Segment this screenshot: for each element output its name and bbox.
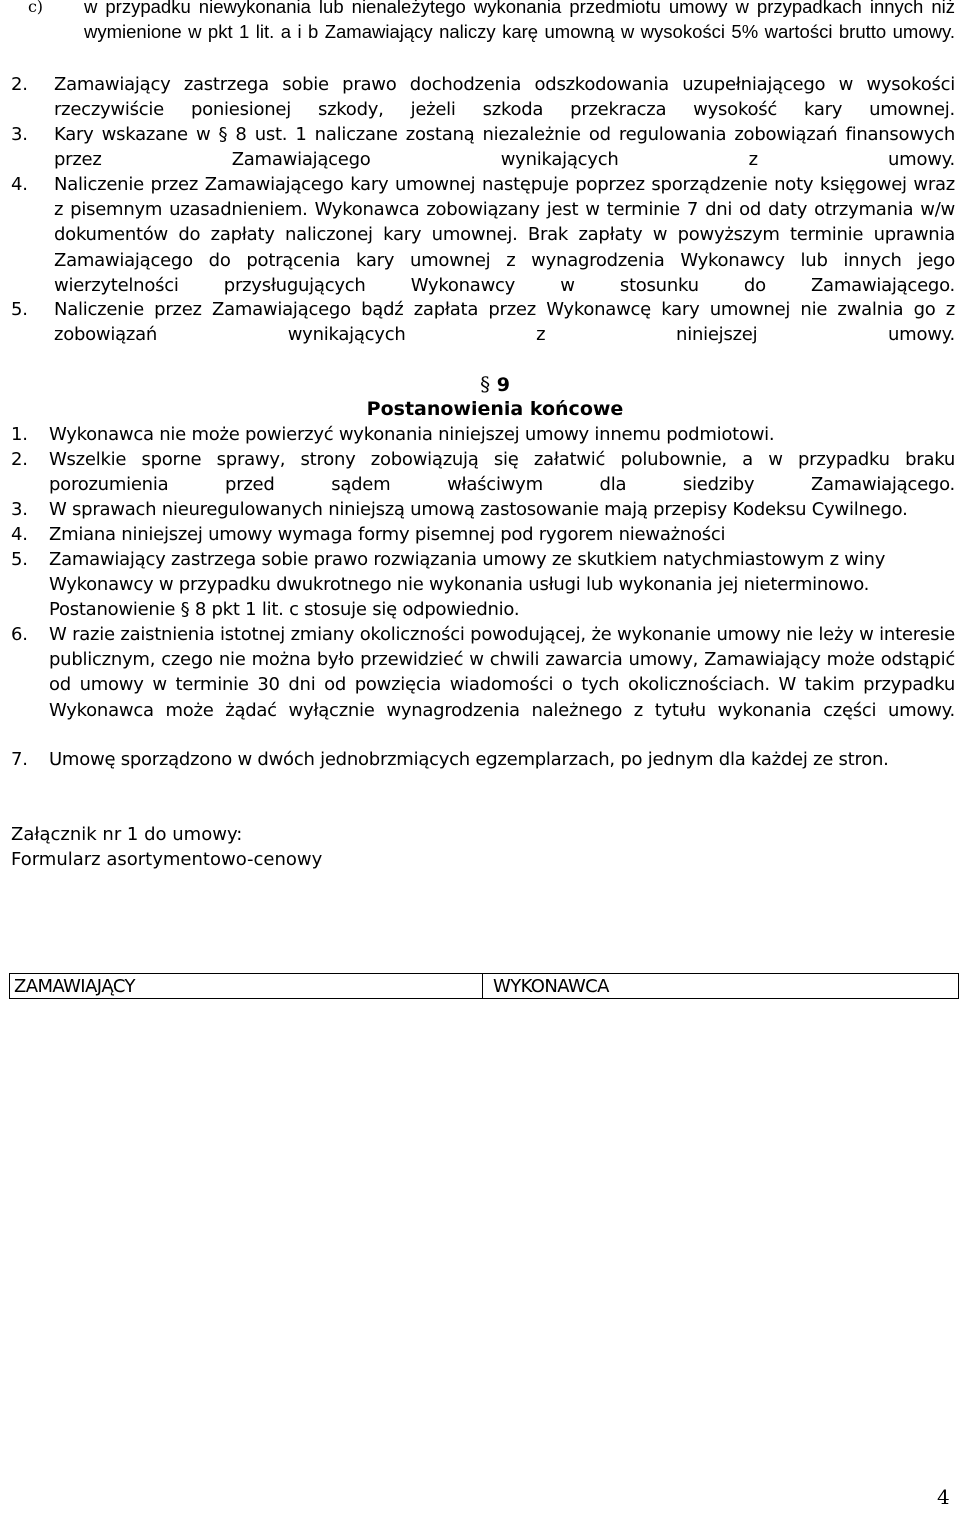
section9-item-7 bbox=[11, 747, 955, 772]
item-text: Zamawiający zastrzega sobie prawo dochodzenia odszkodowania uzupełniającego w wysokości rzeczywiście poniesionej szkody, jeżeli szkoda przekracza wysokość kary umownej. bbox=[54, 74, 955, 121]
item-number: 1. bbox=[11, 424, 28, 445]
item-number: 3. bbox=[11, 124, 28, 145]
clause8-item-c bbox=[11, 0, 955, 70]
annex-subtitle: Formularz asortymentowo-cenowy bbox=[11, 849, 323, 870]
item-text: Wszelkie sporne sprawy, strony zobowiązują się załatwić polubownie, a w przypadku braku porozumienia przed sądem właściwym dla siedziby Zamawiającego. bbox=[49, 449, 955, 496]
item-number: 2. bbox=[11, 449, 28, 470]
item-number: 2. bbox=[11, 74, 28, 95]
item-number: 6. bbox=[11, 624, 28, 645]
item-text: W razie zaistnienia istotnej zmiany okoliczności powodującej, że wykonanie umowy nie leży w interesie publicznym, czego nie można było przewidzieć w chwili zawarcia umowy, Zamawiający może odstąpić od umowy w terminie 30 dni od powzięcia wiadomości o tych okolicznościach. W takim przypadku Wykonawca może żądać wyłącznie wynagrodzenia należnego z tytułu wykonania części umowy. bbox=[49, 624, 955, 721]
section9-item-4 bbox=[11, 522, 955, 547]
signature-box-wykonawca bbox=[482, 973, 959, 999]
item-number: 4. bbox=[11, 524, 28, 545]
section9-item-5 bbox=[11, 547, 955, 623]
section9-item-6 bbox=[11, 622, 955, 748]
item-number: 7. bbox=[11, 749, 28, 770]
item-text: Zmiana niniejszej umowy wymaga formy pisemnej pod rygorem nieważności bbox=[49, 524, 726, 545]
item-number: 5. bbox=[11, 549, 28, 570]
item-number: 4. bbox=[11, 174, 28, 195]
section-number-value: 9 bbox=[496, 374, 510, 396]
annex-title: Załącznik nr 1 do umowy: bbox=[11, 824, 243, 845]
item-text: Naliczenie przez Zamawiającego bądź zapłata przez Wykonawcę kary umownej nie zwalnia go z zobowiązań wynikających z niniejszej umowy. bbox=[54, 299, 955, 346]
signature-box-zamawiajacy bbox=[9, 973, 483, 999]
item-text: Umowę sporządzono w dwóch jednobrzmiących egzemplarzach, po jednym dla każdej ze stron. bbox=[49, 749, 889, 770]
page-number: 4 bbox=[937, 1485, 950, 1509]
item-text: Wykonawca nie może powierzyć wykonania niniejszej umowy innemu podmiotowi. bbox=[49, 424, 775, 445]
section-number bbox=[0, 372, 960, 398]
item-text: Zamawiający zastrzega sobie prawo rozwiązania umowy ze skutkiem natychmiastowym z winy Wykonawcy w przypadku dwukrotnego nie wykonania usługi lub wykonania jej nieterminowo. Postanowienie § 8 pkt 1 lit. c stosuje się odpowiednio. bbox=[49, 549, 886, 621]
item-text: W sprawach nieuregulowanych niniejszą umową zastosowanie mają przepisy Kodeksu Cywilnego. bbox=[49, 499, 908, 520]
item-text: Naliczenie przez Zamawiającego kary umownej następuje poprzez sporządzenie noty księgowej wraz z pisemnym uzasadnieniem. Wykonawca zobowiązany jest w terminie 7 dni od daty otrzymania w/w dokumentów do zapłaty naliczonej kary umownej. Brak zapłaty w powyższym terminie uprawnia Zamawiającego do potrącenia kary umownej z wynagrodzenia Wykonawcy lub innych jego wierzytelności przysługujących Wykonawcy w stosunku do Zamawiającego. bbox=[54, 174, 955, 296]
section9-item-1 bbox=[11, 422, 955, 447]
item-number: 5. bbox=[11, 299, 28, 320]
signature-label-wykonawca: WYKONAWCA bbox=[493, 976, 609, 997]
clause8-item-5 bbox=[11, 297, 955, 373]
section-symbol: § bbox=[480, 372, 491, 396]
section-title: Postanowienia końcowe bbox=[366, 398, 624, 420]
item-number: 3. bbox=[11, 499, 28, 520]
item-marker: c) bbox=[28, 0, 43, 16]
item-text: Kary wskazane w § 8 ust. 1 naliczane zostaną niezależnie od regulowania zobowiązań finansowych przez Zamawiającego wynikających z umowy. bbox=[54, 124, 955, 171]
section9-item-3 bbox=[11, 497, 955, 522]
item-text: w przypadku niewykonania lub nienależytego wykonania przedmiotu umowy w przypadkach innych niż wymienione w pkt 1 lit. a i b Zamawiający naliczy karę umowną w wysokości 5% wartości brutto umowy. bbox=[84, 0, 955, 43]
signature-label-zamawiajacy: ZAMAWIAJĄCY bbox=[14, 976, 135, 997]
